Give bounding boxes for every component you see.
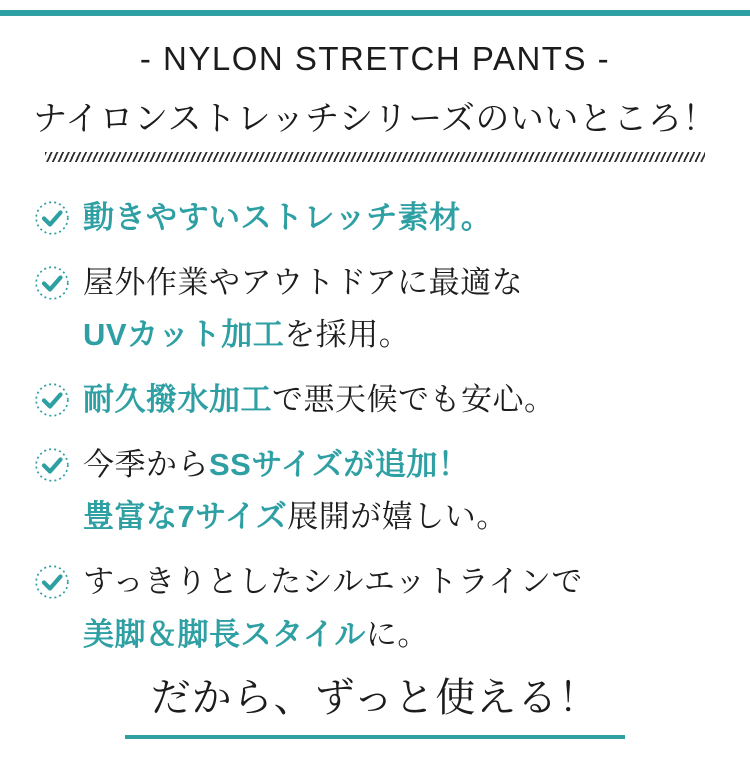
feature-text-segment: 動きやすいストレッチ素材。 [83,200,493,235]
feature-text-segment: 豊富な7サイズ [83,499,288,535]
feature-item [34,439,750,544]
feature-text-segment: 屋外作業やアウトドアに最適な [83,264,524,300]
feature-line [83,439,508,492]
check-circle-icon [34,265,70,301]
japanese-title: ナイロンストレッチシリーズのいいところ！ [33,100,717,138]
feature-text-segment: 展開が嬉しい。 [287,499,508,535]
feature-text [83,439,508,544]
feature-item [34,556,750,661]
feature-item [34,374,750,427]
feature-text-segment: すっきりとしたシルエットラインで [83,564,583,600]
feature-text [83,556,583,661]
feature-text-segment: に。 [365,616,429,652]
feature-text-segment: を採用。 [284,317,411,353]
feature-text-segment: 耐久撥水加工 [83,382,272,418]
feature-text-segment: SSサイズが追加！ [209,446,470,482]
feature-text-segment: 今季から [83,446,209,482]
feature-text-segment: で悪天候でも安心。 [272,382,556,418]
feature-line [83,309,523,362]
check-circle-icon [34,447,70,483]
feature-text [83,192,492,245]
feature-item [34,257,750,362]
feature-line [83,609,583,662]
feature-line [83,556,583,609]
top-accent-bar [0,10,750,16]
header [0,40,750,162]
check-circle-icon [34,200,70,236]
feature-text-segment: 美脚＆脚長スタイル [83,616,366,652]
hatched-underline [45,152,705,162]
check-circle-icon [34,382,70,418]
feature-line [83,374,556,427]
feature-text-segment: UVカット加工 [83,317,285,353]
conclusion-text: だから、ずっと使える！ [125,666,626,739]
english-title: - NYLON STRETCH PANTS - [139,40,611,77]
feature-line [83,192,492,245]
feature-line [83,491,508,544]
conclusion [0,666,750,739]
feature-line [83,257,523,310]
feature-text [83,257,523,362]
feature-text [83,374,556,427]
check-circle-icon [34,564,70,600]
feature-item [34,192,750,245]
feature-list [0,192,750,662]
